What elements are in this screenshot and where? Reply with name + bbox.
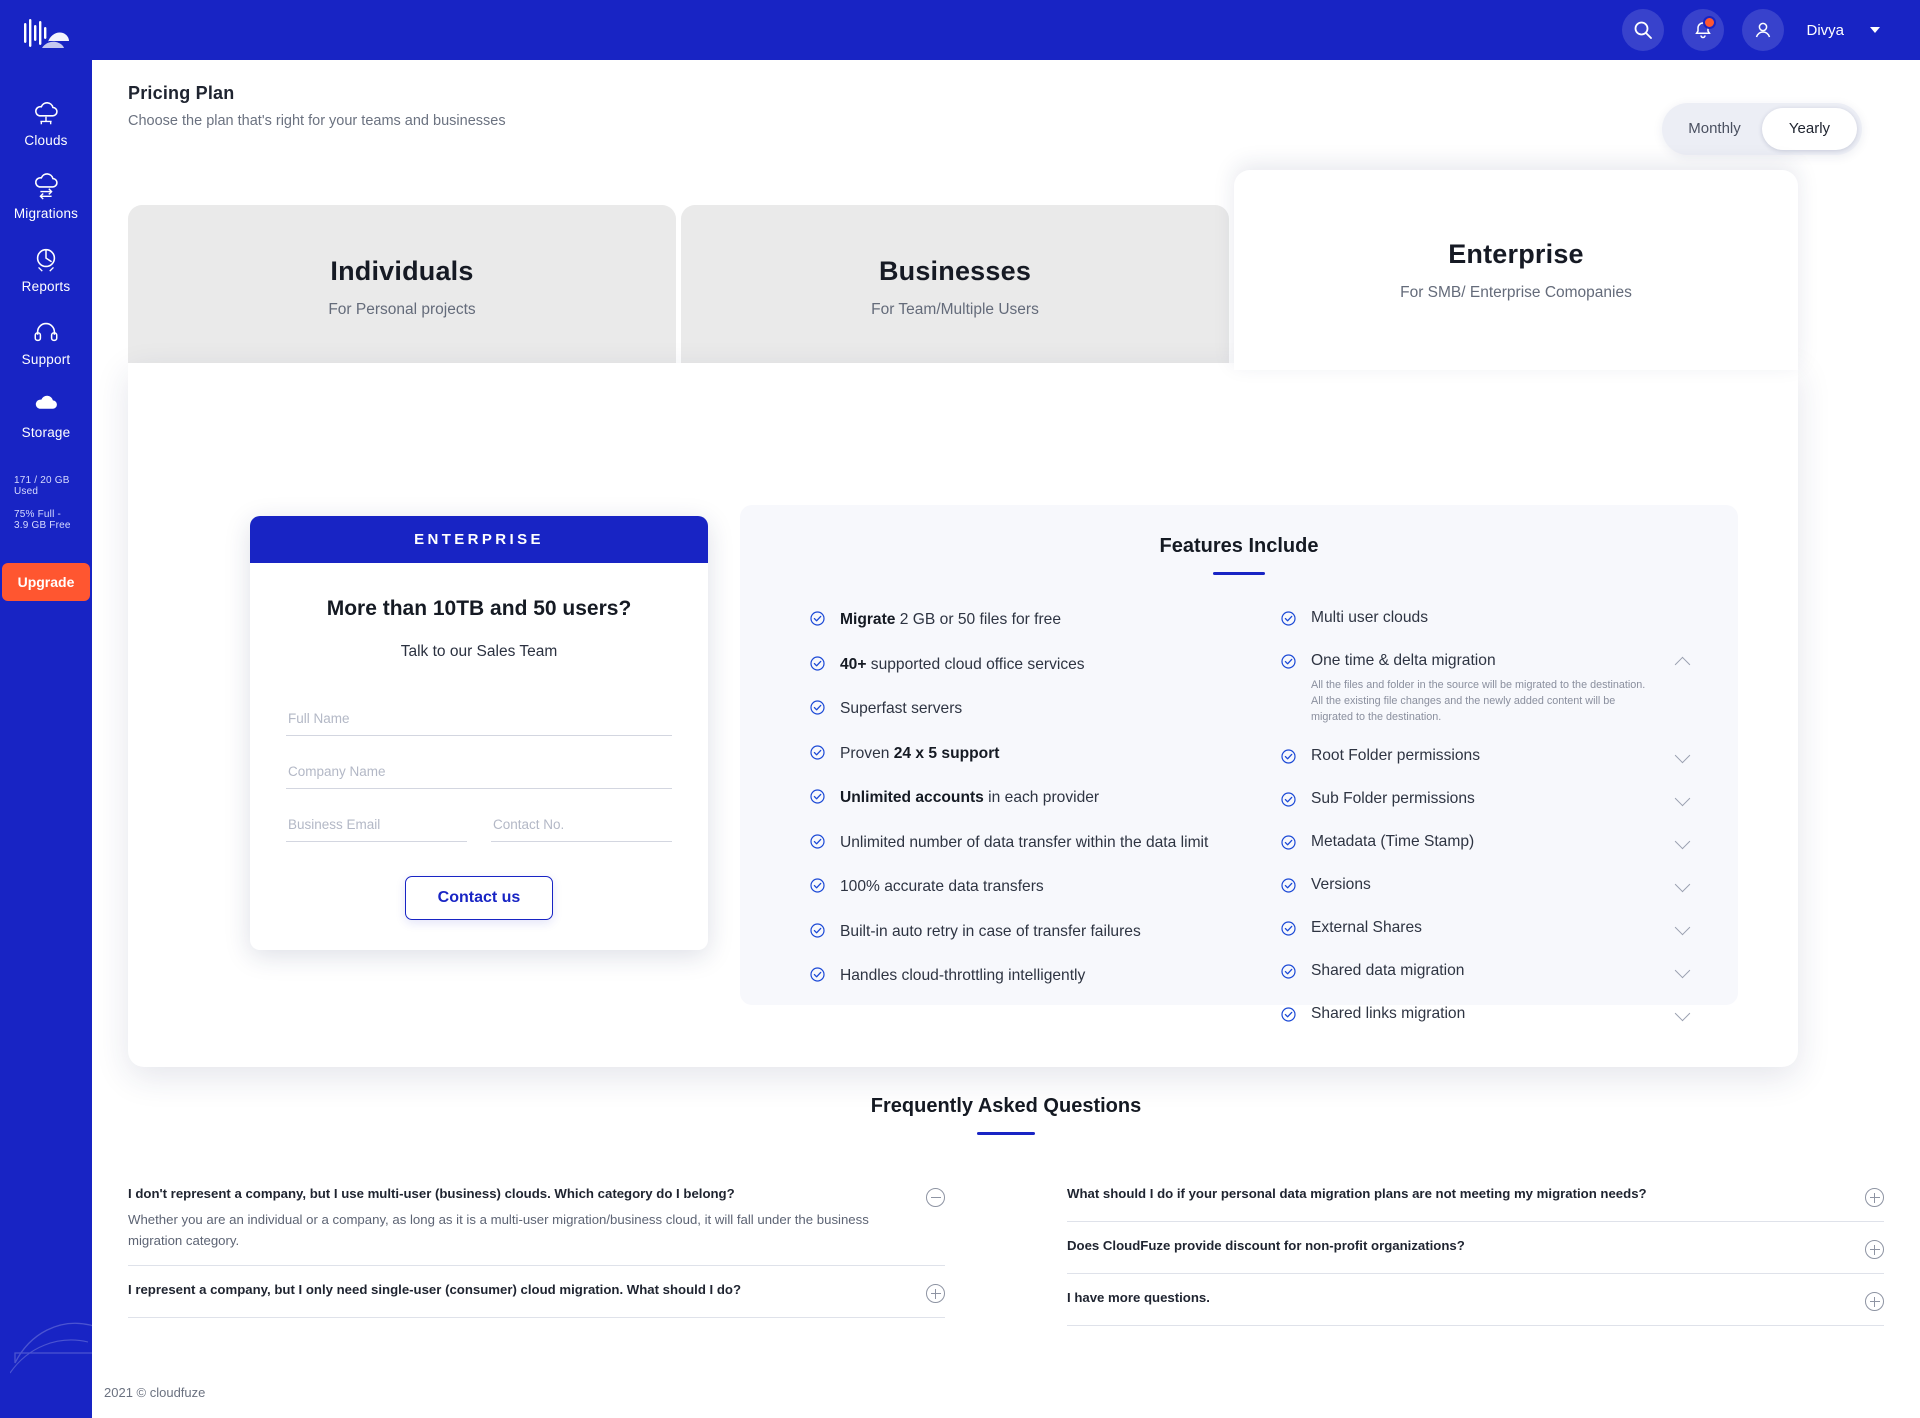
check-circle-icon [1281, 964, 1296, 984]
feature-item-expandable[interactable] [1281, 1005, 1692, 1027]
feature-item [810, 921, 1221, 945]
sidebar-item-label: Support [21, 352, 71, 367]
faq-question: I represent a company, but I only need single-user (consumer) cloud migration. What should I do? [128, 1282, 742, 1298]
toggle-yearly[interactable]: Yearly [1762, 108, 1857, 150]
enterprise-question: More than 10TB and 50 users? [326, 597, 632, 620]
cloud-icon [31, 99, 61, 127]
enterprise-contact-card [250, 516, 708, 950]
toggle-monthly[interactable]: Monthly [1688, 120, 1741, 137]
page-title: Pricing Plan [128, 83, 235, 103]
feature-label: Shared data migration [1311, 961, 1465, 979]
page-subtitle: Choose the plan that's right for your teams and businesses [128, 113, 506, 129]
sidebar-item-label: Storage [21, 425, 71, 440]
feature-label: One time & delta migration [1311, 652, 1496, 669]
feature-label: Built-in auto retry in case of transfer failures [840, 922, 1141, 940]
check-circle-icon [1281, 1007, 1296, 1027]
business-email-field[interactable] [286, 807, 467, 842]
faq-question: What should I do if your personal data migration plans are not meeting my migration needs? [1067, 1186, 1647, 1201]
faq-expand-icon[interactable] [926, 1284, 945, 1303]
plan-tabs [128, 170, 1798, 370]
plan-body-panel [128, 363, 1798, 1067]
search-button[interactable] [1622, 9, 1664, 51]
sidebar-item-label: Reports [21, 279, 71, 294]
check-circle-icon [810, 656, 825, 678]
faq-item[interactable] [1067, 1222, 1884, 1274]
cloudfuze-logo-icon [18, 17, 74, 55]
feature-item-expandable[interactable] [1281, 609, 1692, 631]
feature-item [810, 698, 1221, 722]
faq-question: I have more questions. [1067, 1290, 1210, 1305]
chevron-down-icon[interactable] [1675, 962, 1691, 978]
feature-label: Unlimited accounts in each provider [840, 789, 1100, 807]
plan-tab-businesses[interactable] [681, 205, 1229, 370]
plan-tab-enterprise[interactable] [1234, 170, 1798, 370]
sidebar-item-migrations[interactable] [0, 161, 92, 234]
feature-item [810, 743, 1221, 767]
feature-label: 40+ supported cloud office services [840, 655, 1085, 673]
check-circle-icon [810, 611, 825, 633]
contact-no-field[interactable] [491, 807, 672, 842]
plan-tab-name: Businesses [878, 256, 1032, 286]
faq-expand-icon[interactable] [1865, 1292, 1884, 1311]
check-circle-icon [1281, 611, 1296, 631]
search-icon [1633, 20, 1653, 40]
check-circle-icon [810, 745, 825, 767]
chevron-down-icon[interactable] [1675, 876, 1691, 892]
notification-badge [1703, 16, 1716, 29]
faq-answer: Whether you are an individual or a company, as long as it is a multi-user migration/business cloud, it will fall under the business migration category. [128, 1212, 869, 1248]
feature-item-expandable[interactable] [1281, 790, 1692, 812]
notifications-button[interactable] [1682, 9, 1724, 51]
enterprise-subtitle: Talk to our Sales Team [400, 643, 558, 660]
faq-question: I don't represent a company, but I use multi-user (business) clouds. Which category do I belong? [128, 1186, 735, 1201]
sidebar-item-storage[interactable] [0, 380, 92, 453]
user-name-label: Divya [1806, 21, 1844, 39]
chevron-up-icon[interactable] [1675, 657, 1691, 673]
chevron-down-icon[interactable] [1675, 1005, 1691, 1021]
plan-tab-name: Individuals [330, 256, 474, 286]
feature-item [810, 654, 1221, 678]
faq-title: Frequently Asked Questions [870, 1095, 1142, 1117]
feature-item-expandable[interactable] [1281, 833, 1692, 855]
check-circle-icon [810, 834, 825, 856]
feature-label: Metadata (Time Stamp) [1311, 832, 1475, 850]
check-circle-icon [810, 923, 825, 945]
plan-tab-individuals[interactable] [128, 205, 676, 370]
enterprise-badge: ENTERPRISE [250, 516, 708, 563]
faq-expand-icon[interactable] [1865, 1240, 1884, 1259]
billing-period-toggle[interactable] [1662, 103, 1862, 155]
reports-icon [31, 245, 61, 273]
faq-underline [977, 1132, 1035, 1135]
faq-item[interactable] [128, 1266, 945, 1318]
sidebar-item-clouds[interactable] [0, 88, 92, 161]
faq-question: Does CloudFuze provide discount for non-profit organizations? [1067, 1238, 1465, 1253]
faq-item[interactable] [1067, 1170, 1884, 1222]
check-circle-icon [1281, 654, 1296, 674]
contact-row [286, 789, 672, 842]
full-name-field[interactable] [286, 701, 672, 736]
chevron-down-icon[interactable] [1870, 27, 1880, 33]
sidebar-item-reports[interactable] [0, 234, 92, 307]
feature-item-expandable[interactable] [1281, 962, 1692, 984]
faq-right-column [1067, 1170, 1884, 1326]
faq-columns [128, 1170, 1884, 1326]
features-left-column [810, 609, 1221, 1048]
chevron-down-icon[interactable] [1675, 919, 1691, 935]
features-title: Features Include [1159, 535, 1319, 557]
faq-item[interactable] [128, 1170, 945, 1266]
migration-cloud-icon [31, 172, 61, 200]
avatar[interactable] [1742, 9, 1784, 51]
check-circle-icon [810, 878, 825, 900]
features-columns [740, 575, 1738, 1048]
upgrade-button[interactable]: Upgrade [2, 563, 91, 601]
features-panel [740, 505, 1738, 1022]
feature-label: Shared links migration [1311, 1004, 1466, 1022]
plan-tab-desc: For Personal projects [328, 301, 476, 318]
check-circle-icon [1281, 921, 1296, 941]
check-circle-icon [1281, 792, 1296, 812]
sidebar-item-support[interactable] [0, 307, 92, 380]
feature-label: 100% accurate data transfers [840, 878, 1044, 896]
storage-info [0, 475, 92, 537]
plan-tab-desc: For SMB/ Enterprise Comopanies [1400, 283, 1632, 301]
check-circle-icon [1281, 749, 1296, 769]
page-content [92, 60, 1920, 1418]
check-circle-icon [1281, 878, 1296, 898]
feature-item [810, 609, 1221, 633]
app-logo[interactable] [0, 6, 92, 66]
company-name-field[interactable] [286, 754, 672, 789]
feature-item-expandable[interactable] [1281, 747, 1692, 769]
chevron-down-icon[interactable] [1675, 747, 1691, 763]
user-avatar-icon [1752, 19, 1774, 41]
plan-tab-desc: For Team/Multiple Users [871, 301, 1039, 318]
feature-label: Unlimited number of data transfer within the data limit [840, 833, 1209, 851]
page-header [92, 60, 1920, 129]
feature-item-expandable[interactable] [1281, 652, 1692, 726]
feature-detail-text: All the files and folder in the source will be migrated to the destination. All the existing file changes and the newly added content will be migrated to the destination. [1311, 679, 1646, 724]
feature-label: Migrate 2 GB or 50 files for free [840, 611, 1062, 628]
contact-us-button[interactable]: Contact us [405, 876, 554, 920]
chevron-down-icon[interactable] [1675, 790, 1691, 806]
feature-label: Handles cloud-throttling intelligently [840, 967, 1086, 985]
feature-item [810, 965, 1221, 989]
faq-left-column [128, 1170, 945, 1326]
sidebar-item-label: Migrations [13, 206, 79, 221]
features-right-column [1281, 609, 1692, 1048]
feature-label: Multi user clouds [1311, 609, 1428, 626]
feature-item-expandable[interactable] [1281, 919, 1692, 941]
check-circle-icon [810, 967, 825, 989]
footer-text: 2021 © cloudfuze [104, 1385, 206, 1400]
contact-button-wrap [250, 842, 708, 950]
feature-label: External Shares [1311, 918, 1422, 936]
check-circle-icon [810, 789, 825, 811]
storage-cloud-icon [31, 391, 61, 419]
storage-free-text: 75% Full - 3.9 GB Free [14, 509, 71, 531]
topbar [92, 0, 1920, 60]
faq-collapse-icon[interactable] [926, 1188, 945, 1207]
sidebar-item-label: Clouds [24, 133, 68, 148]
faq-expand-icon[interactable] [1865, 1188, 1884, 1207]
check-circle-icon [1281, 835, 1296, 855]
chevron-down-icon[interactable] [1675, 833, 1691, 849]
headset-icon [31, 318, 61, 346]
check-circle-icon [810, 700, 825, 722]
feature-item-expandable[interactable] [1281, 876, 1692, 898]
storage-used-text: 171 / 20 GB Used [14, 475, 70, 497]
feature-label: Root Folder permissions [1311, 746, 1480, 764]
sidebar [0, 0, 92, 1418]
faq-item[interactable] [1067, 1274, 1884, 1326]
feature-item [810, 876, 1221, 900]
plan-tab-name: Enterprise [1448, 238, 1584, 269]
feature-label: Proven 24 x 5 support [840, 744, 1000, 762]
feature-item [810, 832, 1221, 856]
feature-label: Sub Folder permissions [1311, 789, 1475, 807]
enterprise-contact-form [250, 661, 708, 842]
feature-label: Versions [1311, 875, 1371, 893]
feature-label: Superfast servers [840, 700, 963, 718]
sidebar-nav [0, 88, 92, 453]
feature-item [810, 787, 1221, 811]
